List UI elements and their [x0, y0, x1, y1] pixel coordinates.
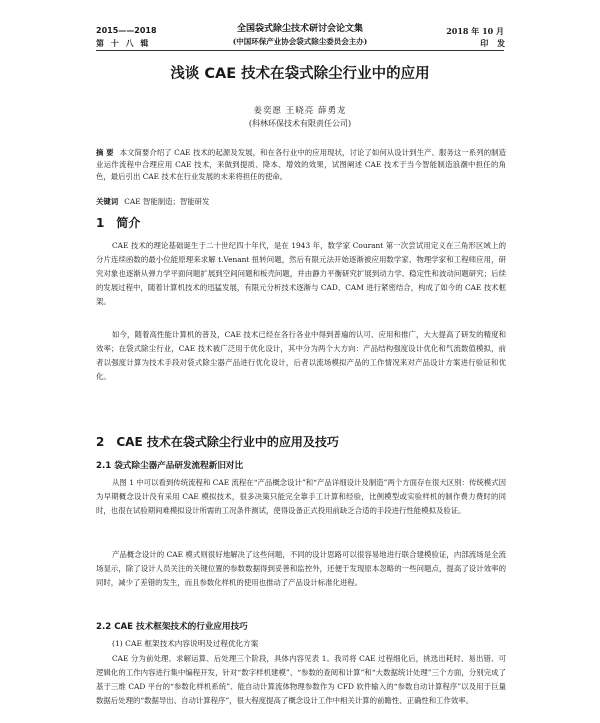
keywords-label: 关键词 — [96, 197, 119, 206]
abstract-label: 摘 要 — [96, 148, 114, 157]
header-volume: 第 十 八 辑 — [96, 38, 151, 48]
header-organizer: (中国环保产业协会袋式除尘委员会主办) — [232, 37, 368, 46]
article-authors: 姜奕愿 王晓亮 薛勇龙 — [253, 106, 347, 116]
article-title: 浅谈 CAE 技术在袋式除尘行业中的应用 — [170, 66, 430, 82]
section-1-paragraph-1: CAE 技术的理论基础诞生于二十世纪四十年代，是在 1943 年，数学家 Courant 第一次尝试用定义在三角形区域上的分片连续函数的最小位能原理来求解 t.Venant 扭转问题，然后有限元法开始逐渐被应用数学家、物理学家和工程师应用，研究对象也逐渐从弹力学平面问题扩展到空间问题和板壳问题，并由静力平衡研究扩展到动力学、稳定性和波动问题研究；后续的发展过程中，随着计算机技术的迅猛发展，有限元分析技术逐渐与 CAD、CAM 进行紧密结合，构成了如今的 CAE 技术框架。 — [96, 241, 506, 306]
abstract — [96, 147, 506, 183]
section-2-1-heading: 2.1 袋式除尘器产品研发流程新旧对比 — [96, 461, 244, 471]
section-2-title: CAE 技术在袋式除尘行业中的应用及技巧 — [116, 435, 339, 449]
article-affiliation: (科林环保技术有限责任公司) — [248, 119, 352, 128]
abstract-text: 本文简要介绍了 CAE 技术的起源及发展，和在各行业中的应用现状，讨论了如何从设计到生产、服务这一系列的制造业运作流程中合理应用 CAE 技术，来做到提质、降本、增效的效果，试图阐述 CAE 技术于当今智能制造浪潮中担任的角色，最后引出 CAE 技术在行业发展的未来将担任的使命。 — [96, 148, 507, 181]
header-rule — [96, 50, 504, 51]
section-2-1-paragraph-1: 从图 1 中可以看到传统流程和 CAE 流程在“产品概念设计”和“产品详细设计及制造”两个方面存在很大区别：传统模式因为早期概念设计没有采用 CAE 模拟技术，很多决策只能完全靠手工计算和经验，比例模型或实验样机的制作费力费时的同时，也很在试验期间难模拟设计所需的工况条件测试，使得设备正式投用前缺乏合适的手段进行性能模拟及验证。 — [96, 478, 506, 515]
section-2-2-heading: 2.2 CAE 技术框架技术的行业应用技巧 — [96, 622, 248, 632]
section-2-heading — [96, 434, 339, 450]
section-1-paragraph-2: 如今，随着高性能计算机的普及，CAE 技术已经在各行各业中得到普遍的认可、应用和推广，大大提高了研发的精度和效率；在袋式除尘行业，CAE 技术被广泛用于优化设计，其中分为两个大方向：产品结构强度设计优化和气流数值模拟，前者以强度计算为技术手段对袋式除尘器产品进行优化设计，后者以流场模拟产品的工作情况来对产品设计方案进行验证和优化。 — [96, 330, 506, 381]
header-date: 2018 年 10 月 — [446, 26, 504, 36]
section-1-heading — [96, 215, 140, 231]
section-1-number: 1 — [96, 216, 105, 230]
header-sector: 印 发 — [480, 38, 508, 48]
keywords — [96, 196, 506, 208]
keywords-text: CAE 智能制造；智能研发 — [124, 197, 210, 206]
header-years: 2015——2018 — [96, 26, 157, 35]
section-2-2-paragraph-1: CAE 分为前处理、求解运算、后处理三个阶段，具体内容见表 1。我司将 CAE 过程细化后，挑选出耗时、易出错、可逻辑化的工作内容进行集中编程开发，针对“数字样机建模”、“参数的查阅和计算”和“大数据统计处理”三个方面，分别完成了基于三维 CAD 平台的“参数化样机系统”、能自动计算流体物理参数作为 CFD 软件输入的“参数自动计算程序”以及用于巨量数据后处理的“数据导出、自动计算程序”，很大程度提高了概念设计工作中相关计算的前瞻性、正确性和工作效率。 — [96, 654, 506, 705]
section-1-title: 简介 — [116, 216, 141, 230]
section-2-2-subheading: (1) CAE 框架技术内容说明及过程优化方案 — [112, 639, 259, 648]
section-2-number: 2 — [96, 435, 105, 449]
header-proceedings-title: 全国袋式除尘技术研讨会论文集 — [236, 24, 363, 34]
section-2-1-paragraph-2: 产品概念设计的 CAE 模式则很好地解决了这些问题，不同的设计思路可以很容易地进行联合建模验证，内部流场是全流场显示，除了设计人员关注的关键位置的参数数据得到妥善和监控外，还便于发现原本忽略的一些问题点，提高了设计效率的同时，减少了差错的发生，而且参数化样机的使用也推动了产品设计标准化进程。 — [96, 550, 506, 587]
